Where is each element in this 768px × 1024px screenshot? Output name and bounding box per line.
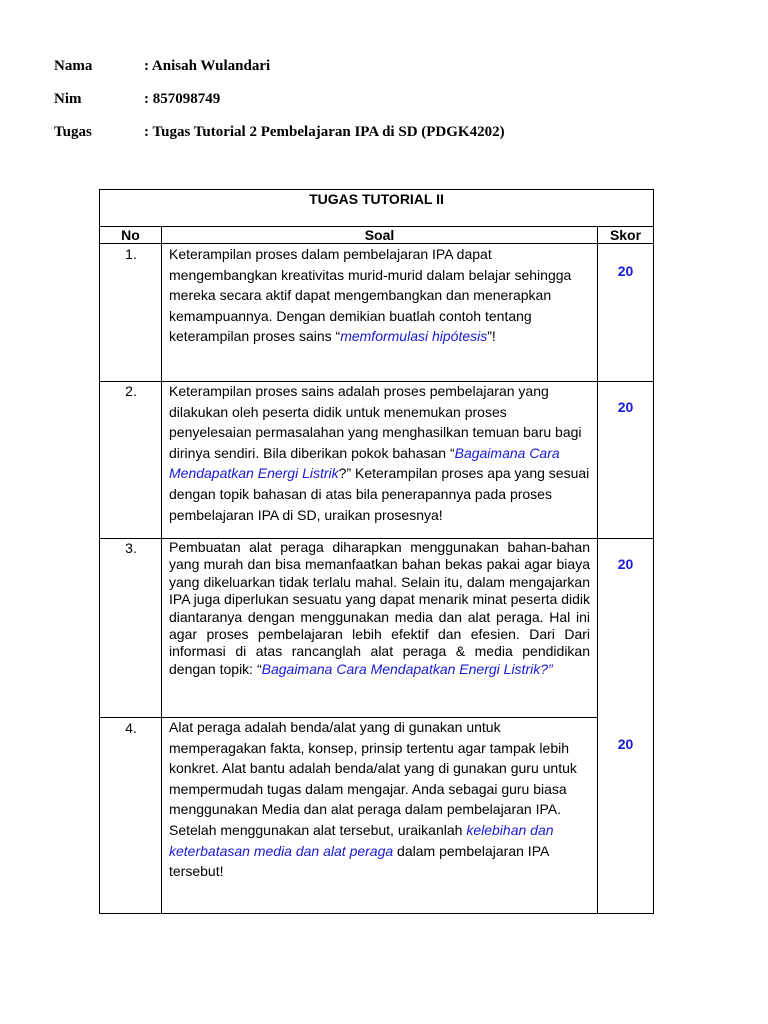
row-3-highlight: Bagaimana Cara Mendapatkan Energi Listrik?”	[261, 660, 553, 677]
row-2-highlight: Bagaimana Cara Mendapatkan Energi Listrik	[169, 444, 560, 482]
row-3-number: 3.	[125, 540, 137, 556]
nim-value: : 857098749	[144, 91, 221, 107]
col-divider-no	[161, 226, 162, 914]
row-3-score: 20	[617, 556, 634, 572]
tugas-value: : Tugas Tutorial 2 Pembelajaran IPA di SD (PDGK4202)	[144, 124, 505, 140]
row-1-score: 20	[617, 263, 634, 279]
col-header-no: No	[121, 227, 140, 243]
row-1-highlight: memformulasi hipótesis	[340, 328, 488, 345]
row-2-score: 20	[617, 399, 634, 415]
row-2-number: 2.	[125, 383, 137, 399]
table-title: TUGAS TUTORIAL II	[309, 191, 444, 207]
nama-label: Nama	[54, 58, 93, 74]
row-1-number: 1.	[125, 246, 137, 262]
nama-value: : Anisah Wulandari	[144, 58, 271, 74]
col-header-soal: Soal	[364, 227, 395, 243]
row-2-question: Keterampilan proses sains adalah proses pembelajaran yang dilakukan oleh peserta didik untuk menemukan proses penyelesaian permasalahan yang menghasilkan temuan baru bagi dirinya sendiri. Bila diberikan pokok bahasan “Bagaimana Cara Mendapatkan Energi Listrik?” Keterampilan proses apa yang sesuai dengan topik bahasan di atas bila penerapannya pada proses pembelajaran IPA di SD, uraikan prosesnya!	[169, 383, 590, 523]
nim-label: Nim	[54, 91, 82, 107]
row-1-question: Keterampilan proses dalam pembelajaran IPA dapat mengembangkan kreativitas murid-murid dalam belajar sehingga mereka secara aktif dapat mengembangkan dan menerapkan kemampuannya. Dengan demikian buatlah contoh tentang keterampilan proses sains “memformulasi hipótesis”!	[169, 246, 572, 345]
row-4-score: 20	[617, 736, 634, 752]
row-3-question: Pembuatan alat peraga diharapkan menggunakan bahan-bahan yang murah dan bisa memanfaatkan bahan bekas pakai agar biaya yang dikeluarkan tidak terlalu mahal. Selain itu, dalam mengajarkan IPA juga diperlukan sesuatu yang dapat menarik minat peserta didik diantaranya dengan menggunakan media dan alat peraga. Hal ini agar proses pembelajaran lebih efektif dan efesien. Dari Dari informasi di atas rancanglah alat peraga & media pendidikan dengan topik: “Bagaimana Cara Mendapatkan Energi Listrik?”	[169, 539, 590, 677]
row-4-highlight: kelebihan dan keterbatasan media dan alat peraga	[169, 821, 554, 859]
col-header-skor: Skor	[609, 227, 642, 243]
tugas-label: Tugas	[54, 124, 92, 140]
row-4-question: Alat peraga adalah benda/alat yang di gunakan untuk memperagakan fakta, konsep, prinsip tertentu agar tampak lebih konkret. Alat bantu adalah benda/alat yang di gunakan guru untuk mempermudah tugas dalam mengajar. Anda sebagai guru biasa menggunakan Media dan alat peraga dalam pembelajaran IPA. Setelah menggunakan alat tersebut, uraikanlah kelebihan dan keterbatasan media dan alat peraga dalam pembelajaran IPA tersebut!	[169, 719, 577, 880]
row-4-number: 4.	[125, 720, 137, 736]
